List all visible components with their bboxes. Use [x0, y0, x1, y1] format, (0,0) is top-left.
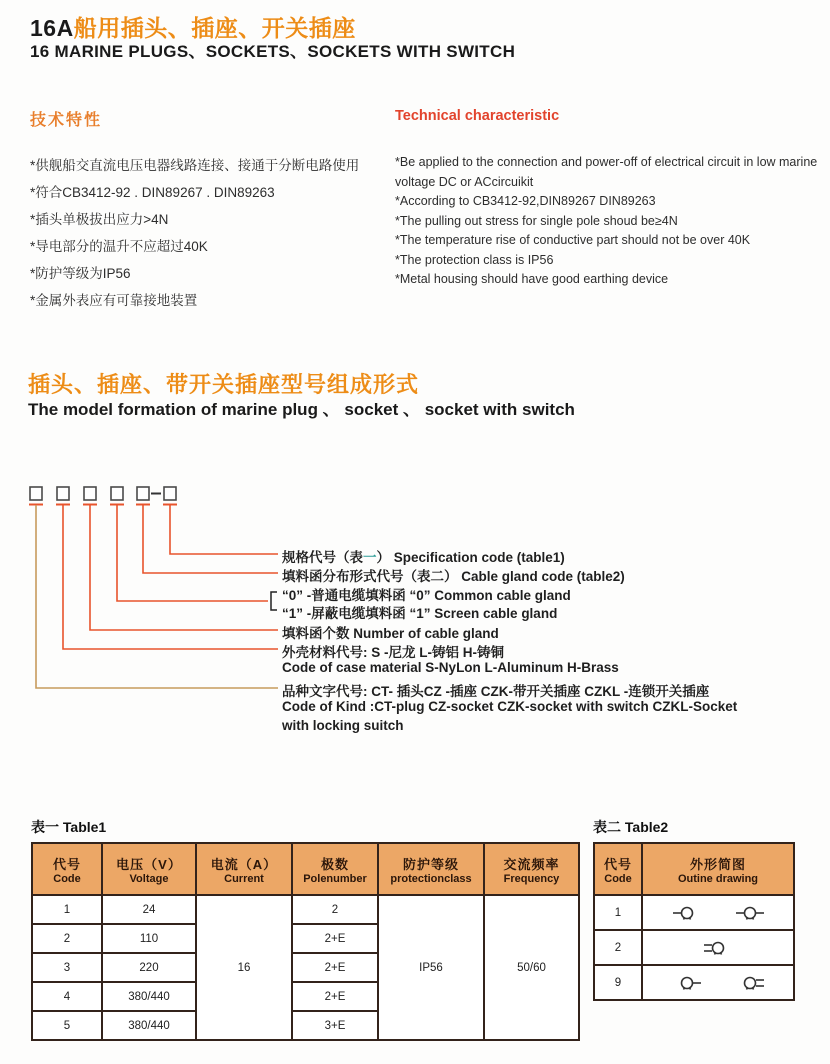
label-cable-gland-code: 填料函分布形式代号（表二） Cable gland code (table2)	[282, 569, 625, 584]
model-code-diagram	[0, 479, 830, 809]
tech-heading-cn: 技术特性	[30, 112, 103, 129]
cell-code: 9	[594, 965, 642, 1000]
table1-title: 表一 Table1	[31, 819, 107, 835]
tech-en-item: *Metal housing should have good earthing device	[395, 272, 669, 286]
table-row	[32, 895, 579, 924]
table1-header-voltage: 电压（V） Voltage	[102, 843, 196, 895]
label-common-cable-gland: “0” -普通电缆填料函 “0” Common cable gland	[282, 588, 571, 603]
cell-voltage: 110	[102, 924, 196, 953]
gland-right-icon	[670, 974, 704, 992]
label-screen-cable-gland: “1” -屏蔽电缆填料函 “1” Screen cable gland	[282, 606, 558, 621]
table1-header-polenumber: 极数 Polenumber	[292, 843, 378, 895]
tech-en-item: *The pulling out stress for single pole shoud be≥4N	[395, 213, 678, 228]
tech-cn-item: *导电部分的温升不应超过40K	[30, 239, 208, 254]
tech-cn-item: *防护等级为IP56	[30, 266, 131, 281]
label-kind-code-cn: 品种文字代号: CT- 插头CZ -插座 CZK-带开关插座 CZKL -连锁开关插座	[282, 684, 710, 699]
table1-header-protectionclass: 防护等级 protectionclass	[378, 843, 484, 895]
table1-header-current: 电流（A） Current	[196, 843, 292, 895]
page-title-prefix: 16A	[30, 15, 74, 41]
tech-cn-item: *金属外表应有可靠接地装置	[30, 293, 198, 308]
table1-header-code: 代号 Code	[32, 843, 102, 895]
cell-current-merged: 16	[196, 895, 292, 1040]
bracket-icon	[271, 592, 277, 610]
cell-voltage: 24	[102, 895, 196, 924]
tech-en-item: *According to CB3412-92,DIN89267 DIN89263	[395, 194, 656, 208]
gland-left-icon	[670, 904, 704, 922]
gland-double-left-icon	[701, 939, 735, 957]
label-spec-pre: 规格代号（表	[282, 550, 363, 565]
tech-cn-item: *插头单极拔出应力>4N	[30, 212, 169, 227]
cell-pole: 2+E	[292, 953, 378, 982]
label-spec-dash: 一	[363, 550, 377, 565]
table1-header-row	[32, 843, 579, 895]
cell-code: 4	[32, 982, 102, 1011]
table2-header-outline: 外形简图 Outine drawing	[642, 843, 794, 895]
cell-pole: 2+E	[292, 982, 378, 1011]
cell-code: 3	[32, 953, 102, 982]
model-section-heading-cn: 插头、插座、带开关插座型号组成形式	[28, 372, 420, 397]
cell-code: 1	[594, 895, 642, 930]
table-row	[594, 895, 794, 930]
gland-left-right-icon	[733, 904, 767, 922]
cell-code: 5	[32, 1011, 102, 1040]
leader-line-icon	[63, 505, 278, 649]
cell-frequency-merged: 50/60	[484, 895, 579, 1040]
cell-pole: 2+E	[292, 924, 378, 953]
tech-cn-item: *符合CB3412-92 . DIN89267 . DIN89263	[30, 185, 275, 200]
table2	[593, 842, 795, 1001]
table2-header-code: 代号 Code	[594, 843, 642, 895]
tech-en-item: *Be applied to the connection and power-off of electrical circuit in low marine voltage DC or ACcircuikit	[395, 155, 818, 189]
tech-heading-en: Technical characteristic	[395, 108, 560, 124]
cell-pole: 3+E	[292, 1011, 378, 1040]
cell-voltage: 380/440	[102, 1011, 196, 1040]
table2-header-row	[594, 843, 794, 895]
tech-list-cn	[30, 152, 390, 314]
cell-protection-merged: IP56	[378, 895, 484, 1040]
model-section-heading-en: The model formation of marine plug 、 socket 、 socket with switch	[28, 400, 575, 419]
label-kind-code-en2: with locking suitch	[282, 718, 404, 733]
tech-en-item: *The protection class is IP56	[395, 252, 554, 267]
table1-header-frequency: 交流频率 Frequency	[484, 843, 579, 895]
cell-code: 2	[594, 930, 642, 965]
gland-double-right-icon	[733, 974, 767, 992]
cell-voltage: 380/440	[102, 982, 196, 1011]
table-row	[594, 930, 794, 965]
label-kind-code-en1: Code of Kind :CT-plug CZ-socket CZK-socket with switch CZKL-Socket	[282, 699, 738, 714]
label-spec-post: ） Specification code (table1)	[376, 550, 565, 565]
tech-cn-item: *供舰船交直流电压电器线路连接、接通于分断电路使用	[30, 158, 360, 173]
table2-title: 表二 Table2	[593, 819, 669, 835]
cell-pole: 2	[292, 895, 378, 924]
label-case-material-en: Code of case material S-NyLon L-Aluminum H-Brass	[282, 660, 619, 675]
label-specification-code	[282, 546, 565, 564]
cell-code: 1	[32, 895, 102, 924]
cell-voltage: 220	[102, 953, 196, 982]
page-subtitle: 16 MARINE PLUGS、SOCKETS、SOCKETS WITH SWITCH	[30, 42, 516, 61]
tech-list-en	[395, 153, 820, 290]
page-title-cn: 船用插头、插座、开关插座	[73, 15, 356, 41]
label-case-material-cn: 外壳材料代号: S -尼龙 L-铸铝 H-铸铜	[282, 645, 504, 660]
tech-en-item: *The temperature rise of conductive part should not be over 40K	[395, 233, 751, 247]
label-gland-number: 填料函个数 Number of cable gland	[282, 626, 499, 641]
table-row	[594, 965, 794, 1000]
table1	[31, 842, 580, 1041]
leader-line-tan-icon	[36, 505, 278, 688]
cell-code: 2	[32, 924, 102, 953]
